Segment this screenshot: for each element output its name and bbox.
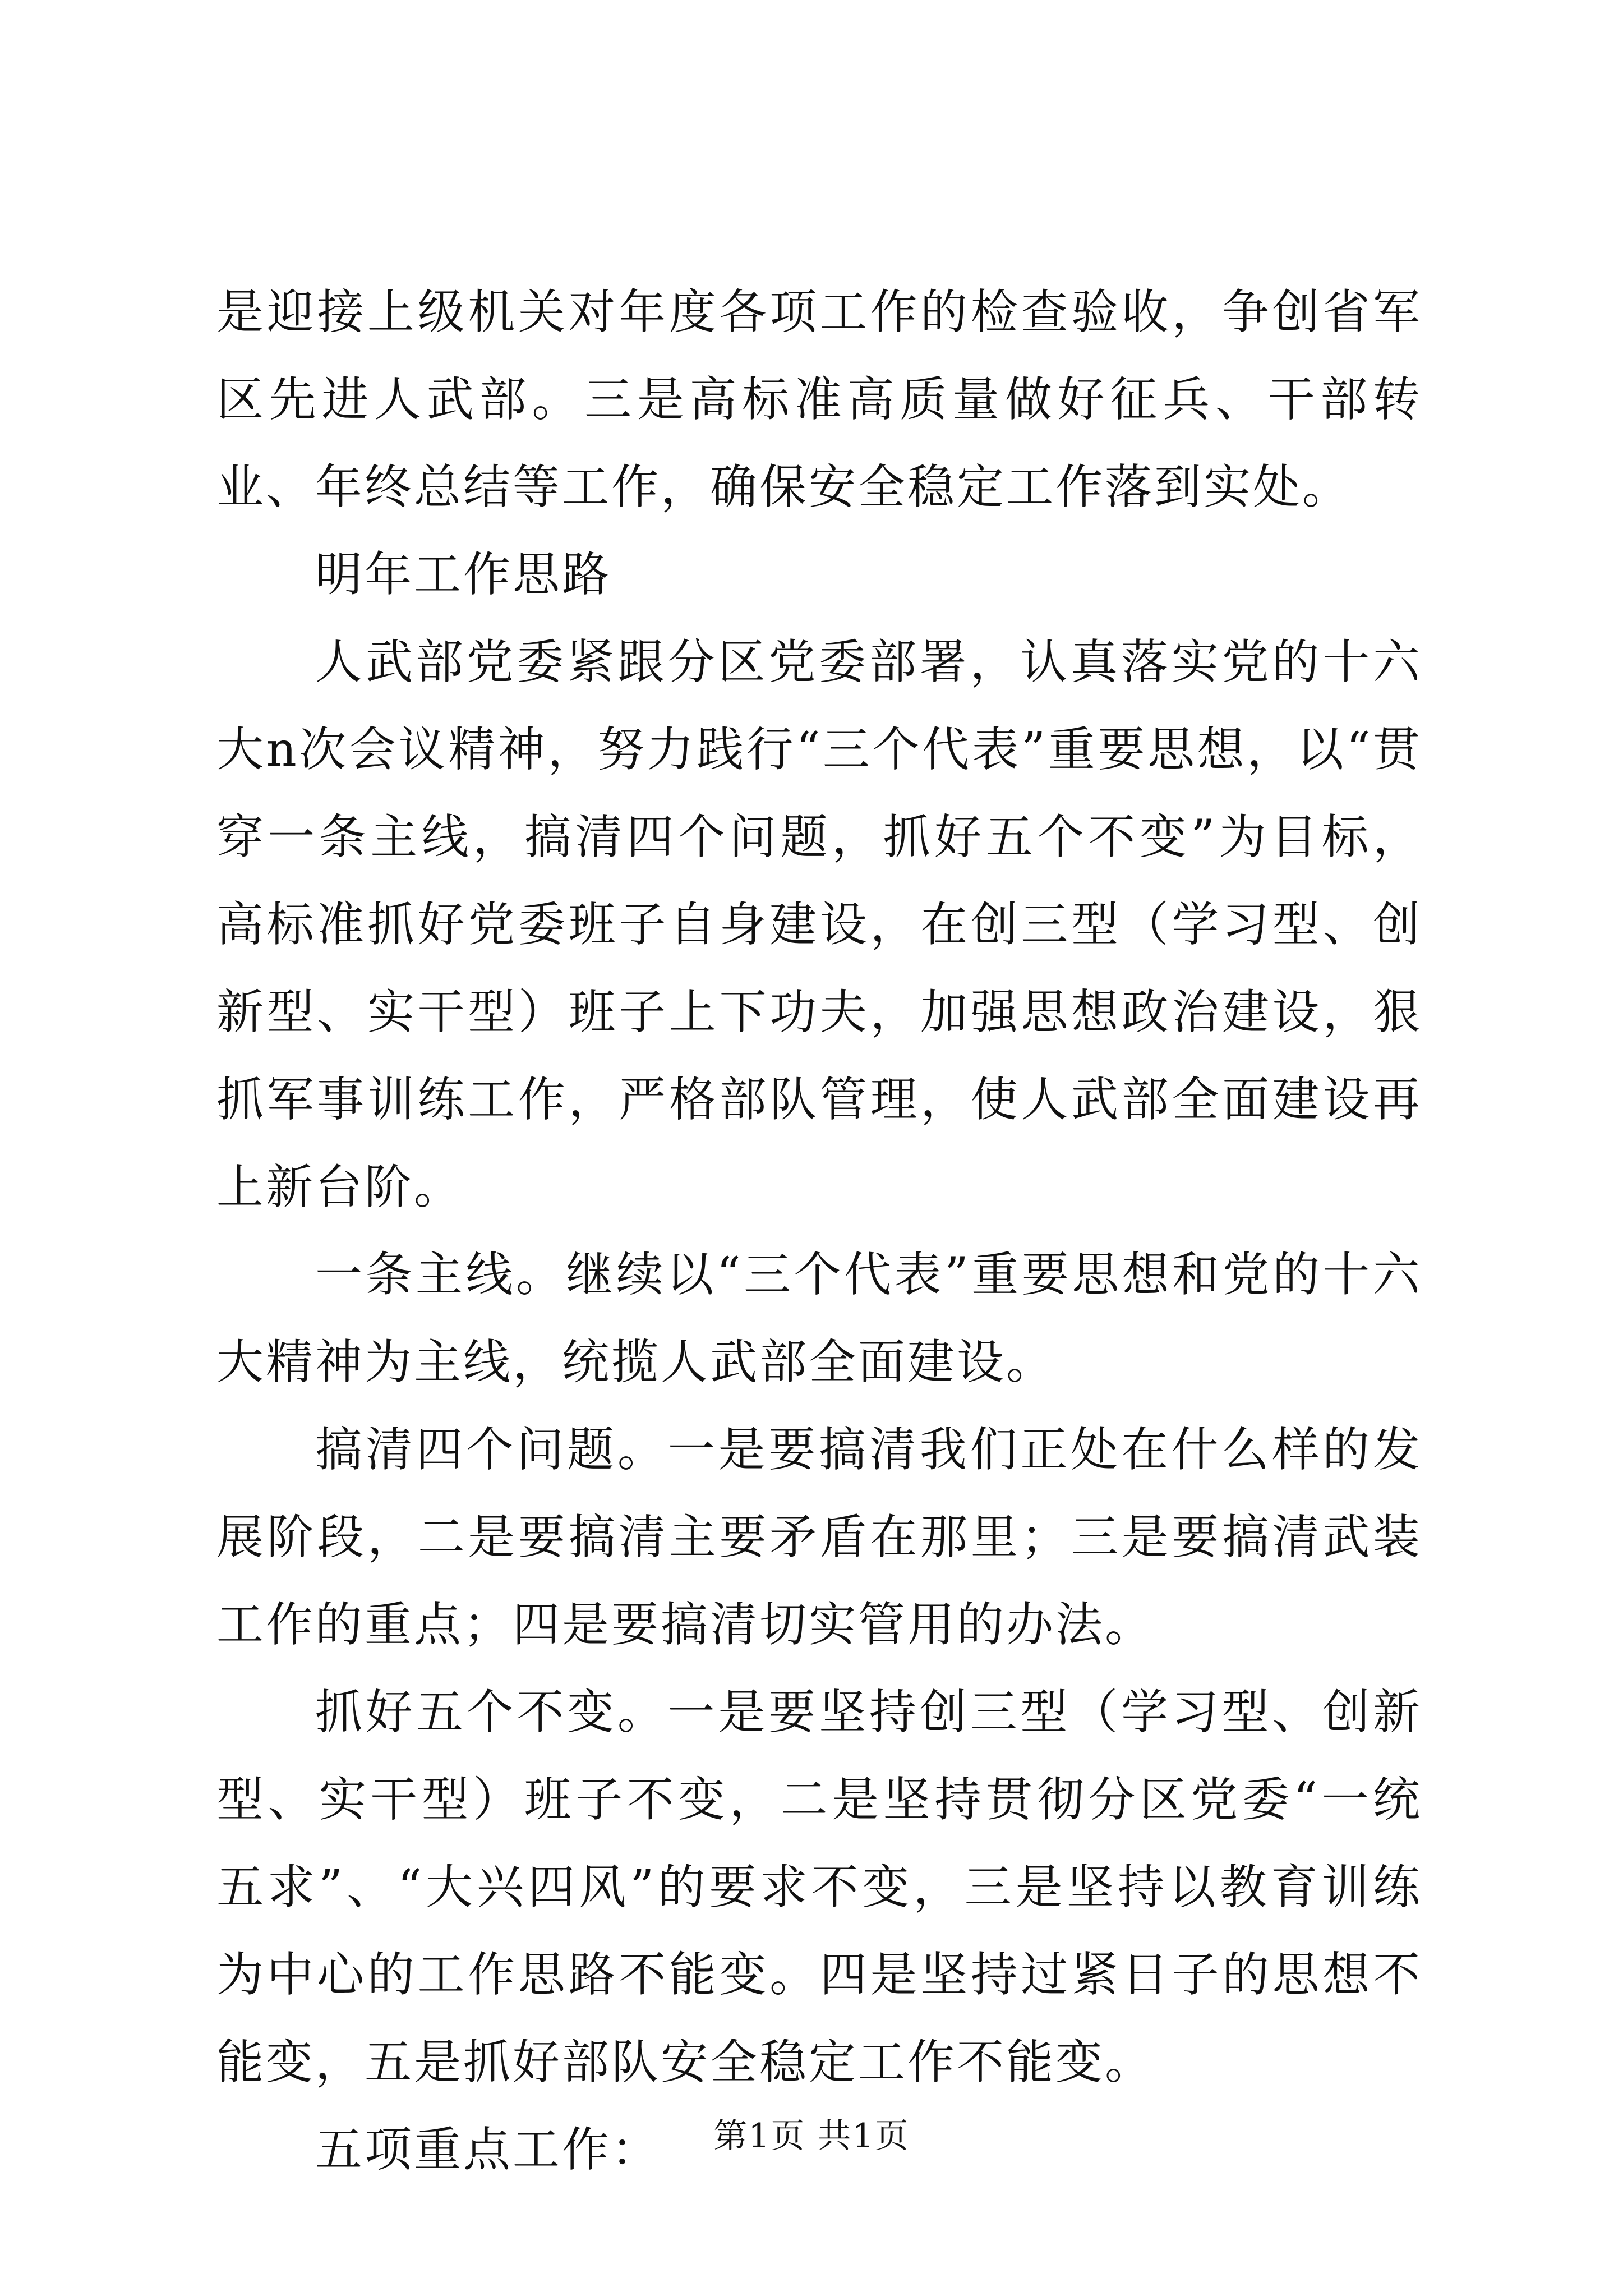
paragraph-four-questions: 搞清四个问题。一是要搞清我们正处在什么样的发展阶段，二是要搞清主要矛盾在那里；三是要搞清武装工作的重点；四是要搞清切实管用的办法。 <box>216 1422 1422 1652</box>
paragraph-continuation: 是迎接上级机关对年度各项工作的检查验收，争创省军区先进人武部。三是高标准高质量做好征兵、干部转业、年终总结等工作，确保安全稳定工作落到实处。 <box>216 284 1422 514</box>
section-heading-next-year-plan: 明年工作思路 <box>315 547 612 602</box>
paragraph-five-unchanged: 抓好五个不变。一是要坚持创三型（学习型、创新型、实干型）班子不变，二是坚持贯彻分区党委“一统五求”、“大兴四风”的要求不变，三是坚持以教育训练为中心的工作思路不能变。四是坚持过紧日子的思想不能变，五是抓好部队安全稳定工作不能变。 <box>216 1685 1422 2090</box>
paragraph-party-committee: 人武部党委紧跟分区党委部署，认真落实党的十六大n次会议精神，努力践行“三个代表”重要思想，以“贯穿一条主线，搞清四个问题，抓好五个不变”为目标，高标准抓好党委班子自身建设，在创三型（学习型、创新型、实干型）班子上下功夫，加强思想政治建设，狠抓军事训练工作，严格部队管理，使人武部全面建设再上新台阶。 <box>216 634 1422 1214</box>
page-footer: 第1页 共1页 <box>713 2116 910 2156</box>
document-body <box>216 268 1422 2193</box>
paragraph-five-key-tasks: 五项重点工作： <box>315 2122 661 2177</box>
paragraph-one-main-line: 一条主线。继续以“三个代表”重要思想和党的十六大精神为主线，统揽人武部全面建设。 <box>216 1247 1422 1389</box>
